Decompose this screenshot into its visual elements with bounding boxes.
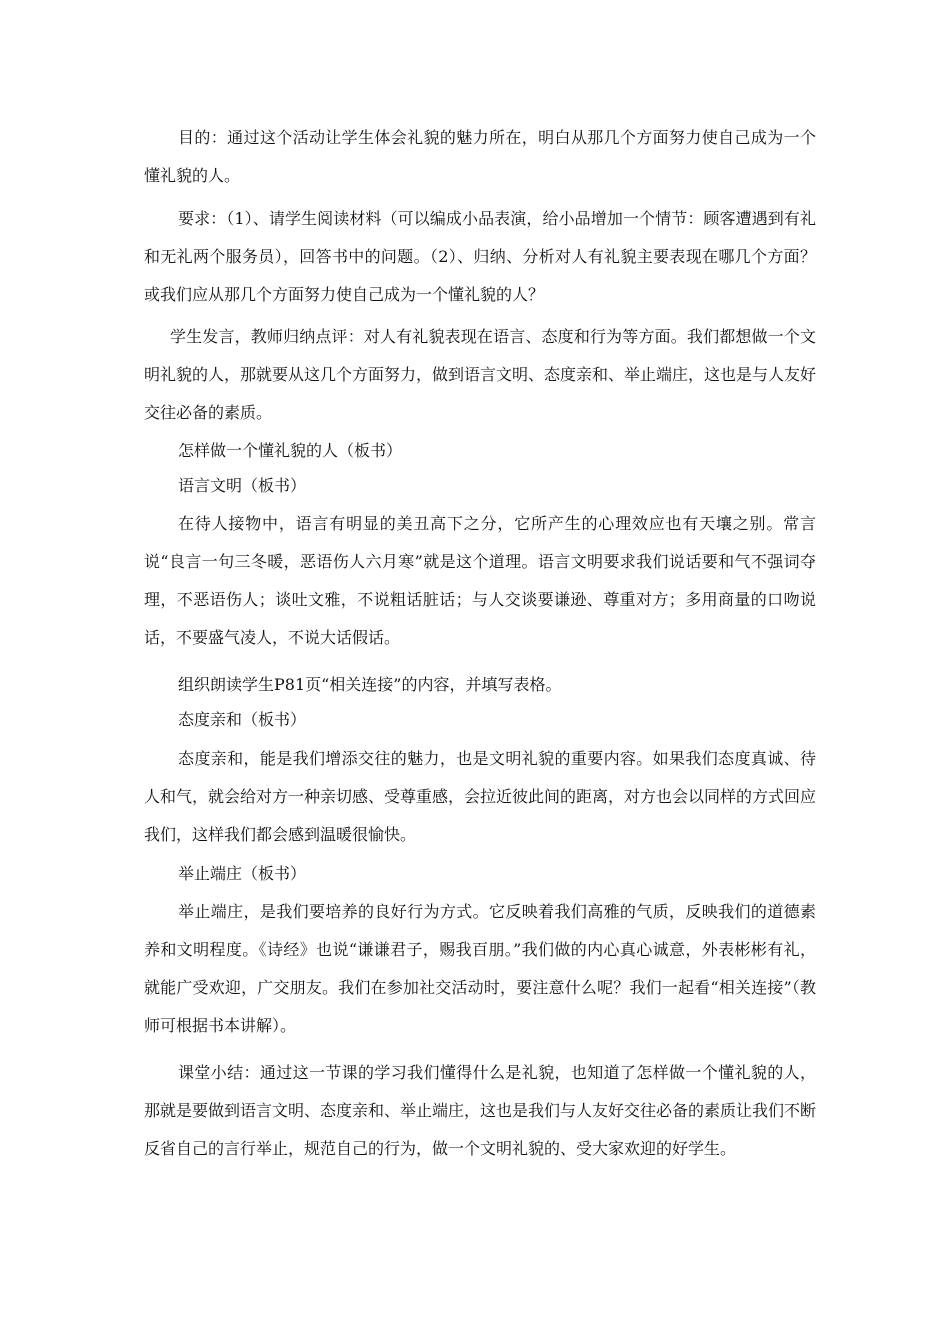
language-civility-paragraph: 在待人接物中，语言有明显的美丑高下之分，它所产生的心理效应也有天壤之别。常言说“良言一句三冬暖，恶语伤人六月寒”就是这个道理。语言文明要求我们说话要和气不强词夺理，不恶语伤人；谈吐文雅，不说粗话脏话；与人交谈要谦逊、尊重对方；多用商量的口吻说话，不要盛气凌人，不说大话假话。 xyxy=(144,514,816,647)
reading-activity-paragraph: 组织朗读学生P81页“相关连接”的内容，并填写表格。 xyxy=(178,675,562,694)
heading-dignified-manner: 举止端庄（板书） xyxy=(178,864,307,883)
heading-friendly-attitude: 态度亲和（板书） xyxy=(178,710,307,729)
friendly-attitude-paragraph: 态度亲和，能是我们增添交往的魅力，也是文明礼貌的重要内容。如果我们态度真诚、待人和气，就会给对方一种亲切感、受尊重感，会拉近彼此间的距离，对方也会以同样的方式回应我们，这样我们都会感到温暖很愉快。 xyxy=(144,749,817,844)
dignified-manner-paragraph: 举止端庄，是我们要培养的良好行为方式。它反映着我们高雅的气质，反映我们的道德素养和文明程度。《诗经》也说“谦谦君子，赐我百朋。”我们做的内心真心诚意，外表彬彬有礼，就能广受欢迎，广交朋友。我们在参加社交活动时，要注意什么呢？我们一起看“相关连接”（教师可根据书本讲解）。 xyxy=(144,902,816,1035)
purpose-paragraph: 目的：通过这个活动让学生体会礼貌的魅力所在，明白从那几个方面努力使自己成为一个懂礼貌的人。 xyxy=(144,128,816,185)
document-page xyxy=(144,0,816,1344)
heading-language-civility: 语言文明（板书） xyxy=(178,476,307,495)
teacher-comment-paragraph: 学生发言，教师归纳点评：对人有礼貌表现在语言、态度和行为等方面。我们都想做一个文明礼貌的人，那就要从这几个方面努力，做到语言文明、态度亲和、举止端庄，这也是与人友好交往必备的素质。 xyxy=(144,327,817,422)
requirements-paragraph: 要求：（1）、请学生阅读材料（可以编成小品表演，给小品增加一个情节：顾客遭遇到有礼和无礼两个服务员），回答书中的问题。（2）、归纳、分析对人有礼貌主要表现在哪几个方面？或我们应从那几个方面努力使自己成为一个懂礼貌的人？ xyxy=(144,209,816,304)
lesson-summary-paragraph: 课堂小结：通过这一节课的学习我们懂得什么是礼貌，也知道了怎样做一个懂礼貌的人，那就是要做到语言文明、态度亲和、举止端庄，这也是我们与人友好交往必备的素质让我们不断反省自己的言行举止，规范自己的行为，做一个文明礼貌的、受大家欢迎的好学生。 xyxy=(144,1063,817,1158)
heading-how-to-be-polite: 怎样做一个懂礼貌的人（板书） xyxy=(178,441,403,460)
